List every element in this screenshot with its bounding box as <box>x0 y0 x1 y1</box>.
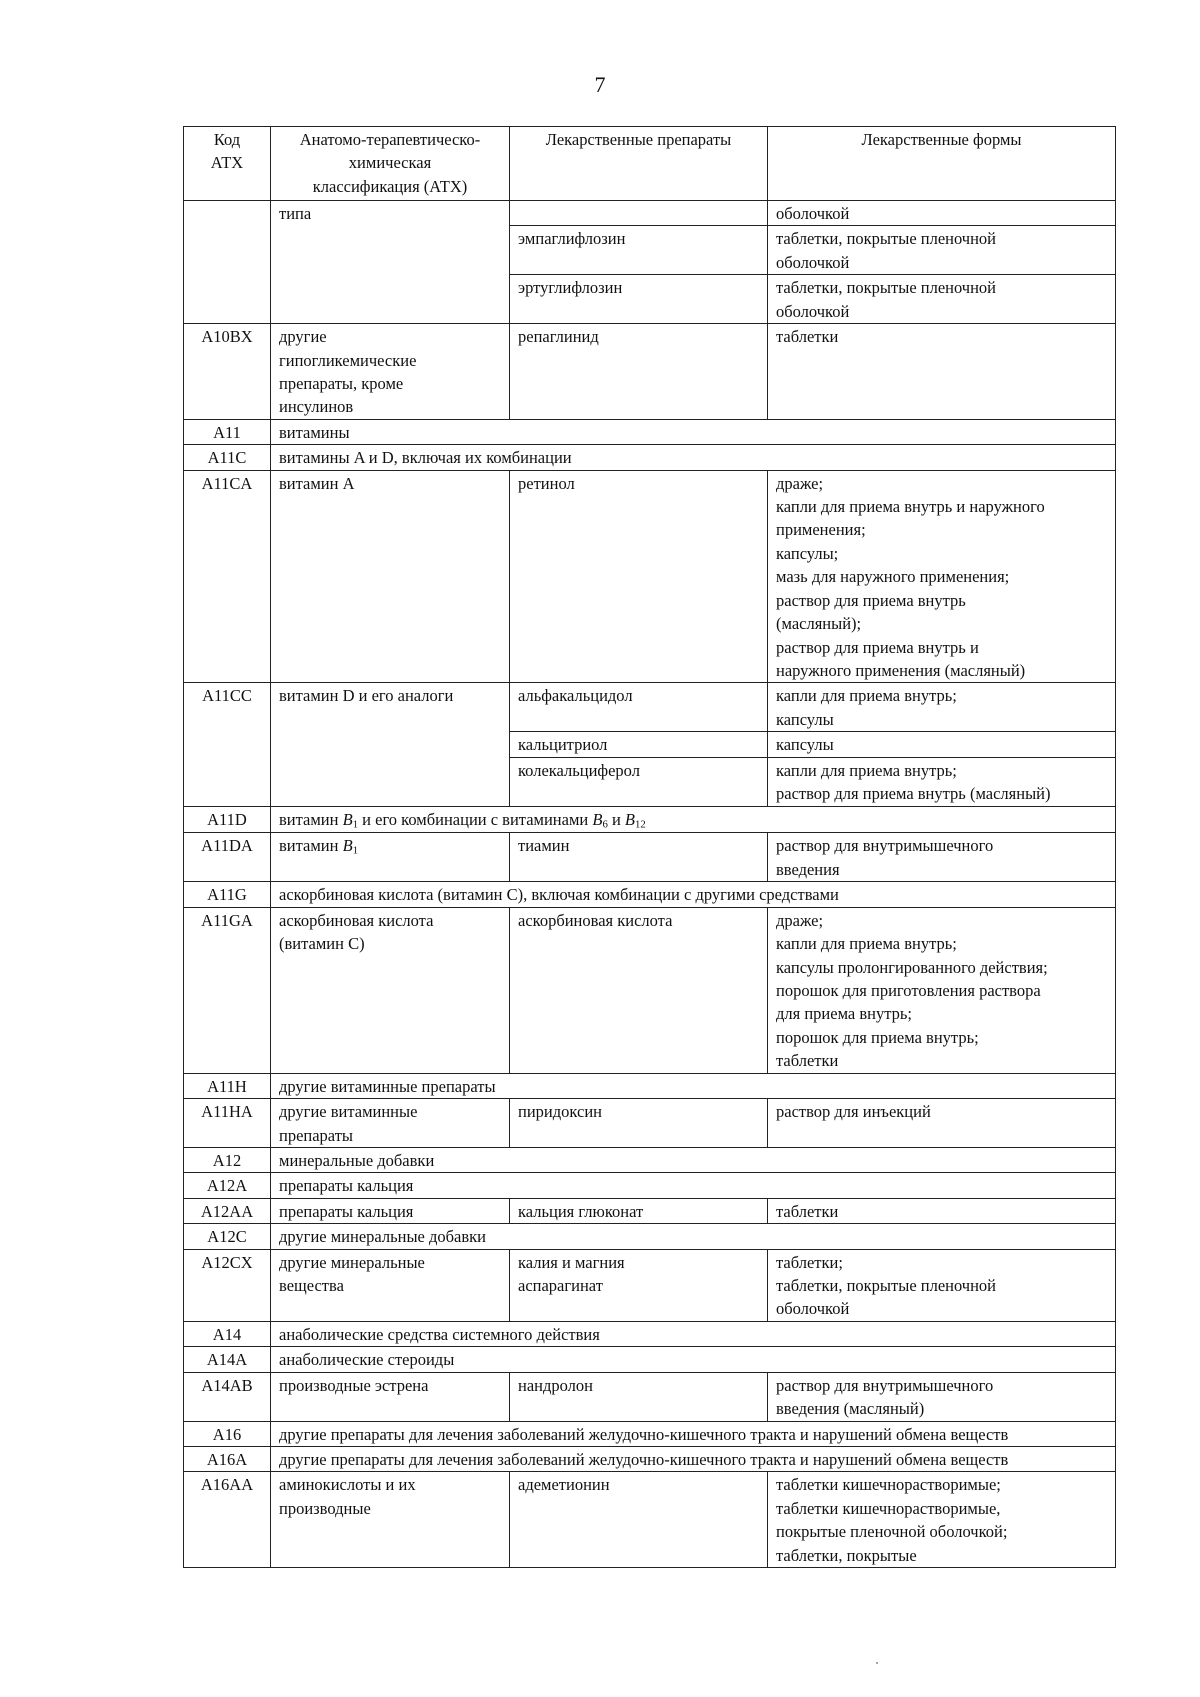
classification-cell: типа <box>271 201 510 324</box>
classification-text: и его комбинации с витаминами <box>358 809 593 829</box>
table-row <box>184 1446 1116 1471</box>
forms-cell: оболочкой <box>768 201 1116 226</box>
drug-cell: кальция глюконат <box>510 1198 768 1223</box>
code-cell: A11 <box>184 419 271 444</box>
code-cell: A11DA <box>184 833 271 882</box>
header-row <box>184 127 1116 201</box>
table-row <box>184 1372 1116 1421</box>
table-row <box>184 1198 1116 1223</box>
classification-cell: витамин D и его аналоги <box>271 683 510 806</box>
forms-cell: таблетки <box>768 324 1116 420</box>
code-cell <box>184 201 271 324</box>
classification-cell: другие витаминные препараты <box>271 1073 1116 1098</box>
code-cell: A16A <box>184 1446 271 1471</box>
code-cell: A12CX <box>184 1249 271 1321</box>
code-cell: A11D <box>184 806 271 833</box>
forms-cell: таблетки; таблетки, покрытые пленочной оболочкой <box>768 1249 1116 1321</box>
forms-cell: капли для приема внутрь; раствор для приема внутрь (масляный) <box>768 757 1116 806</box>
classification-text: витамин <box>279 836 343 856</box>
forms-cell: таблетки, покрытые пленочной оболочкой <box>768 275 1116 324</box>
code-cell: A12A <box>184 1173 271 1198</box>
scan-dot <box>876 1662 878 1664</box>
code-cell: A11H <box>184 1073 271 1098</box>
table-row <box>184 324 1116 420</box>
table-row <box>184 1472 1116 1568</box>
table-row <box>184 1099 1116 1148</box>
drug-cell: пиридоксин <box>510 1099 768 1148</box>
forms-cell: таблетки <box>768 1198 1116 1223</box>
table-row <box>184 1347 1116 1372</box>
table-row <box>184 1173 1116 1198</box>
table-row <box>184 1224 1116 1249</box>
classification-cell: витамины A и D, включая их комбинации <box>271 445 1116 470</box>
table-row <box>184 1421 1116 1446</box>
code-cell: A14 <box>184 1321 271 1346</box>
table-row <box>184 419 1116 444</box>
classification-cell <box>271 833 510 882</box>
vitamin-b-symbol: B <box>624 809 635 829</box>
classification-cell: минеральные добавки <box>271 1147 1116 1172</box>
classification-cell: витамины <box>271 419 1116 444</box>
table-row <box>184 1249 1116 1321</box>
forms-cell: таблетки кишечнорастворимые; таблетки кишечнорастворимые, покрытые пленочной оболочкой; таблетки, покрытые <box>768 1472 1116 1568</box>
vitamin-b-symbol: B <box>592 809 603 829</box>
code-cell: A12C <box>184 1224 271 1249</box>
table-row <box>184 806 1116 833</box>
drug-cell <box>510 201 768 226</box>
classification-cell: другие минеральные вещества <box>271 1249 510 1321</box>
code-cell: A11C <box>184 445 271 470</box>
classification-cell: аминокислоты и их производные <box>271 1472 510 1568</box>
classification-cell: аскорбиновая кислота (витамин C) <box>271 907 510 1073</box>
code-cell: A14AB <box>184 1372 271 1421</box>
forms-cell: капсулы <box>768 732 1116 757</box>
drug-cell: калия и магния аспарагинат <box>510 1249 768 1321</box>
table-row <box>184 201 1116 226</box>
code-cell: A16 <box>184 1421 271 1446</box>
classification-cell: другие минеральные добавки <box>271 1224 1116 1249</box>
vitamin-b-symbol: B <box>342 809 353 829</box>
table-row <box>184 683 1116 732</box>
classification-cell: другие гипогликемические препараты, кроме инсулинов <box>271 324 510 420</box>
table-row <box>184 445 1116 470</box>
code-cell: A11HA <box>184 1099 271 1148</box>
drug-cell: кальцитриол <box>510 732 768 757</box>
table-row <box>184 1147 1116 1172</box>
drug-cell: альфакальцидол <box>510 683 768 732</box>
header-drugs: Лекарственные препараты <box>510 127 768 201</box>
classification-cell: анаболические средства системного действия <box>271 1321 1116 1346</box>
code-cell: A11GA <box>184 907 271 1073</box>
code-cell: A10BX <box>184 324 271 420</box>
classification-text: и <box>607 809 625 829</box>
code-cell: A11CA <box>184 470 271 683</box>
subscript: 12 <box>635 818 646 831</box>
table-row <box>184 470 1116 683</box>
drug-cell: адеметионин <box>510 1472 768 1568</box>
classification-cell: препараты кальция <box>271 1198 510 1223</box>
classification-cell: другие витаминные препараты <box>271 1099 510 1148</box>
forms-cell: драже; капли для приема внутрь; капсулы пролонгированного действия; порошок для приготовления раствора для приема внутрь; порошок для приема внутрь; таблетки <box>768 907 1116 1073</box>
classification-cell: витамин A <box>271 470 510 683</box>
forms-cell: раствор для внутримышечного введения (масляный) <box>768 1372 1116 1421</box>
vitamin-b-symbol: B <box>342 836 353 856</box>
classification-cell <box>271 806 1116 833</box>
subscript: 1 <box>352 845 359 858</box>
code-cell: A11CC <box>184 683 271 806</box>
code-cell: A11G <box>184 882 271 907</box>
header-classification: Анатомо-терапевтическо- химическая классификация (АТХ) <box>271 127 510 201</box>
classification-cell: другие препараты для лечения заболеваний желудочно-кишечного тракта и нарушений обмена веществ <box>271 1446 1116 1471</box>
forms-cell: раствор для внутримышечного введения <box>768 833 1116 882</box>
header-code: Код АТХ <box>184 127 271 201</box>
drug-cell: аскорбиновая кислота <box>510 907 768 1073</box>
subscript: 1 <box>352 818 359 831</box>
classification-cell: препараты кальция <box>271 1173 1116 1198</box>
code-cell: A12 <box>184 1147 271 1172</box>
table-row <box>184 833 1116 882</box>
classification-cell: анаболические стероиды <box>271 1347 1116 1372</box>
atx-table <box>183 126 1116 1568</box>
forms-cell: капли для приема внутрь; капсулы <box>768 683 1116 732</box>
code-cell: A16AA <box>184 1472 271 1568</box>
table-row <box>184 907 1116 1073</box>
drug-cell: эмпаглифлозин <box>510 226 768 275</box>
classification-text: витамин <box>279 809 343 829</box>
drug-cell: репаглинид <box>510 324 768 420</box>
forms-cell: раствор для инъекций <box>768 1099 1116 1148</box>
header-forms: Лекарственные формы <box>768 127 1116 201</box>
drug-cell: эртуглифлозин <box>510 275 768 324</box>
forms-cell: таблетки, покрытые пленочной оболочкой <box>768 226 1116 275</box>
drug-cell: ретинол <box>510 470 768 683</box>
subscript: 6 <box>602 818 608 831</box>
drug-cell: колекальциферол <box>510 757 768 806</box>
table-row <box>184 1073 1116 1098</box>
classification-cell: аскорбиновая кислота (витамин C), включая комбинации с другими средствами <box>271 882 1116 907</box>
code-cell: A12AA <box>184 1198 271 1223</box>
classification-cell: производные эстрена <box>271 1372 510 1421</box>
drug-cell: тиамин <box>510 833 768 882</box>
table-row <box>184 1321 1116 1346</box>
code-cell: A14A <box>184 1347 271 1372</box>
drug-cell: нандролон <box>510 1372 768 1421</box>
table-row <box>184 882 1116 907</box>
forms-cell: драже; капли для приема внутрь и наружного применения; капсулы; мазь для наружного применения; раствор для приема внутрь (масляный); раствор для приема внутрь и наружного применения (масляный) <box>768 470 1116 683</box>
classification-cell: другие препараты для лечения заболеваний желудочно-кишечного тракта и нарушений обмена веществ <box>271 1421 1116 1446</box>
page-number: 7 <box>594 72 606 97</box>
